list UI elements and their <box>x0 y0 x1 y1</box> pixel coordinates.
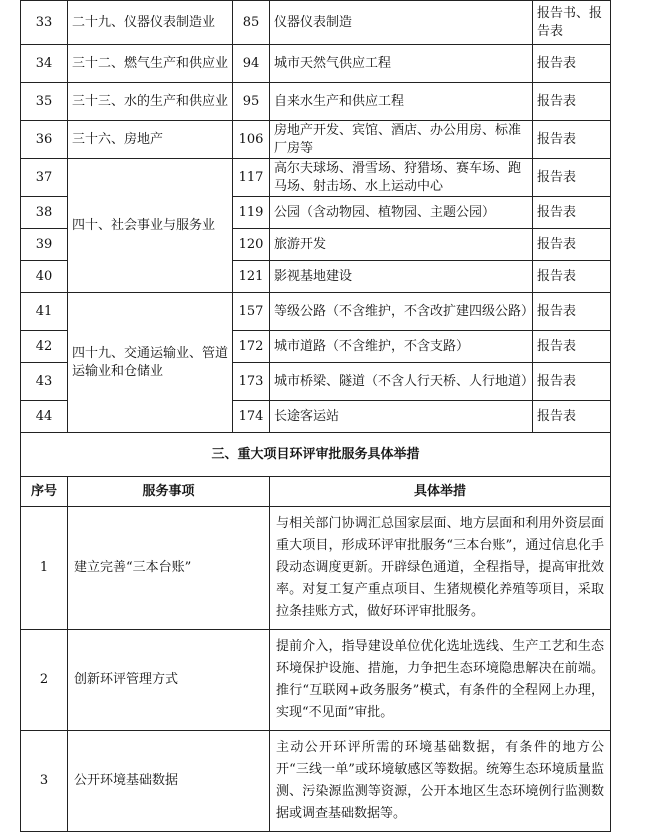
project-type: 高尔夫球场、滑雪场、狩猎场、赛车场、跑马场、射击场、水上运动中心 <box>270 159 533 197</box>
row-number: 44 <box>21 401 68 433</box>
project-type: 旅游开发 <box>270 229 533 261</box>
row-number: 43 <box>21 363 68 401</box>
section-title-row <box>21 433 611 477</box>
industry-category: 四十九、交通运输业、管道运输业和仓储业 <box>68 293 233 433</box>
project-type: 自来水生产和供应工程 <box>270 83 533 121</box>
project-type: 房地产开发、宾馆、酒店、办公用房、标准厂房等 <box>270 121 533 159</box>
section-title: 三、重大项目环评审批服务具体举措 <box>21 433 611 477</box>
project-type: 公园（含动物园、植物园、主题公园） <box>270 197 533 229</box>
row-number: 39 <box>21 229 68 261</box>
document-page <box>20 0 610 832</box>
table-row <box>21 45 611 83</box>
project-type: 城市桥梁、隧道（不含人行天桥、人行地道） <box>270 363 533 401</box>
document-type: 报告表 <box>533 261 611 293</box>
industry-category: 四十、社会事业与服务业 <box>68 159 233 293</box>
category-code: 106 <box>233 121 270 159</box>
row-number: 1 <box>21 507 68 630</box>
document-type: 报告表 <box>533 331 611 363</box>
table-row <box>21 507 611 630</box>
project-type: 等级公路（不含维护，不含改扩建四级公路） <box>270 293 533 331</box>
measure-text: 主动公开环评所需的环境基础数据，有条件的地方公开“三线一单”或环境敏感区等数据。统筹生态环境质量监测、污染源监测等资源，公开本地区生态环境例行监测数据或调查基础数据等。 <box>270 731 611 832</box>
row-number: 35 <box>21 83 68 121</box>
category-code: 157 <box>233 293 270 331</box>
project-type: 仪器仪表制造 <box>270 1 533 45</box>
project-type: 长途客运站 <box>270 401 533 433</box>
category-code: 117 <box>233 159 270 197</box>
document-type: 报告表 <box>533 229 611 261</box>
category-code: 119 <box>233 197 270 229</box>
table-row <box>21 293 611 331</box>
project-type: 城市道路（不含维护，不含支路） <box>270 331 533 363</box>
measure-text: 与相关部门协调汇总国家层面、地方层面和利用外资层面重大项目，形成环评审批服务“三本台账”，通过信息化手段动态调度更新。开辟绿色通道，全程指导，提高审批效率。对复工复产重点项目、生猪规模化养殖等项目，采取拉条挂账方式，做好环评审批服务。 <box>270 507 611 630</box>
row-number: 40 <box>21 261 68 293</box>
row-number: 3 <box>21 731 68 832</box>
document-type: 报告表 <box>533 121 611 159</box>
row-number: 34 <box>21 45 68 83</box>
industry-category: 三十六、房地产 <box>68 121 233 159</box>
header-number: 序号 <box>21 477 68 507</box>
category-code: 173 <box>233 363 270 401</box>
project-type: 影视基地建设 <box>270 261 533 293</box>
document-type: 报告表 <box>533 45 611 83</box>
table-row <box>21 1 611 45</box>
row-number: 38 <box>21 197 68 229</box>
header-row <box>21 477 611 507</box>
row-number: 2 <box>21 630 68 731</box>
header-measure: 具体举措 <box>270 477 611 507</box>
document-type: 报告表 <box>533 83 611 121</box>
industry-category: 三十二、燃气生产和供应业 <box>68 45 233 83</box>
measure-text: 提前介入，指导建设单位优化选址选线、生产工艺和生态环境保护设施、措施，力争把生态环境隐患解决在前端。推行“互联网+政务服务”模式，有条件的全程网上办理，实现“不见面”审批。 <box>270 630 611 731</box>
document-type: 报告表 <box>533 363 611 401</box>
category-code: 174 <box>233 401 270 433</box>
row-number: 41 <box>21 293 68 331</box>
header-service-item: 服务事项 <box>68 477 270 507</box>
table-row <box>21 159 611 197</box>
document-type: 报告表 <box>533 401 611 433</box>
category-code: 121 <box>233 261 270 293</box>
table-row <box>21 630 611 731</box>
row-number: 36 <box>21 121 68 159</box>
document-type: 报告书、报告表 <box>533 1 611 45</box>
table-row <box>21 121 611 159</box>
service-item: 创新环评管理方式 <box>68 630 270 731</box>
table-row <box>21 731 611 832</box>
measures-table <box>20 432 611 832</box>
row-number: 37 <box>21 159 68 197</box>
service-item: 建立完善“三本台账” <box>68 507 270 630</box>
category-code: 95 <box>233 83 270 121</box>
category-code: 85 <box>233 1 270 45</box>
category-code: 94 <box>233 45 270 83</box>
document-type: 报告表 <box>533 159 611 197</box>
service-item: 公开环境基础数据 <box>68 731 270 832</box>
industry-category: 三十三、水的生产和供应业 <box>68 83 233 121</box>
category-code: 172 <box>233 331 270 363</box>
document-type: 报告表 <box>533 293 611 331</box>
category-code: 120 <box>233 229 270 261</box>
row-number: 42 <box>21 331 68 363</box>
table-row <box>21 83 611 121</box>
industry-category: 二十九、仪器仪表制造业 <box>68 1 233 45</box>
row-number: 33 <box>21 1 68 45</box>
catalog-table <box>20 0 611 433</box>
project-type: 城市天然气供应工程 <box>270 45 533 83</box>
document-type: 报告表 <box>533 197 611 229</box>
